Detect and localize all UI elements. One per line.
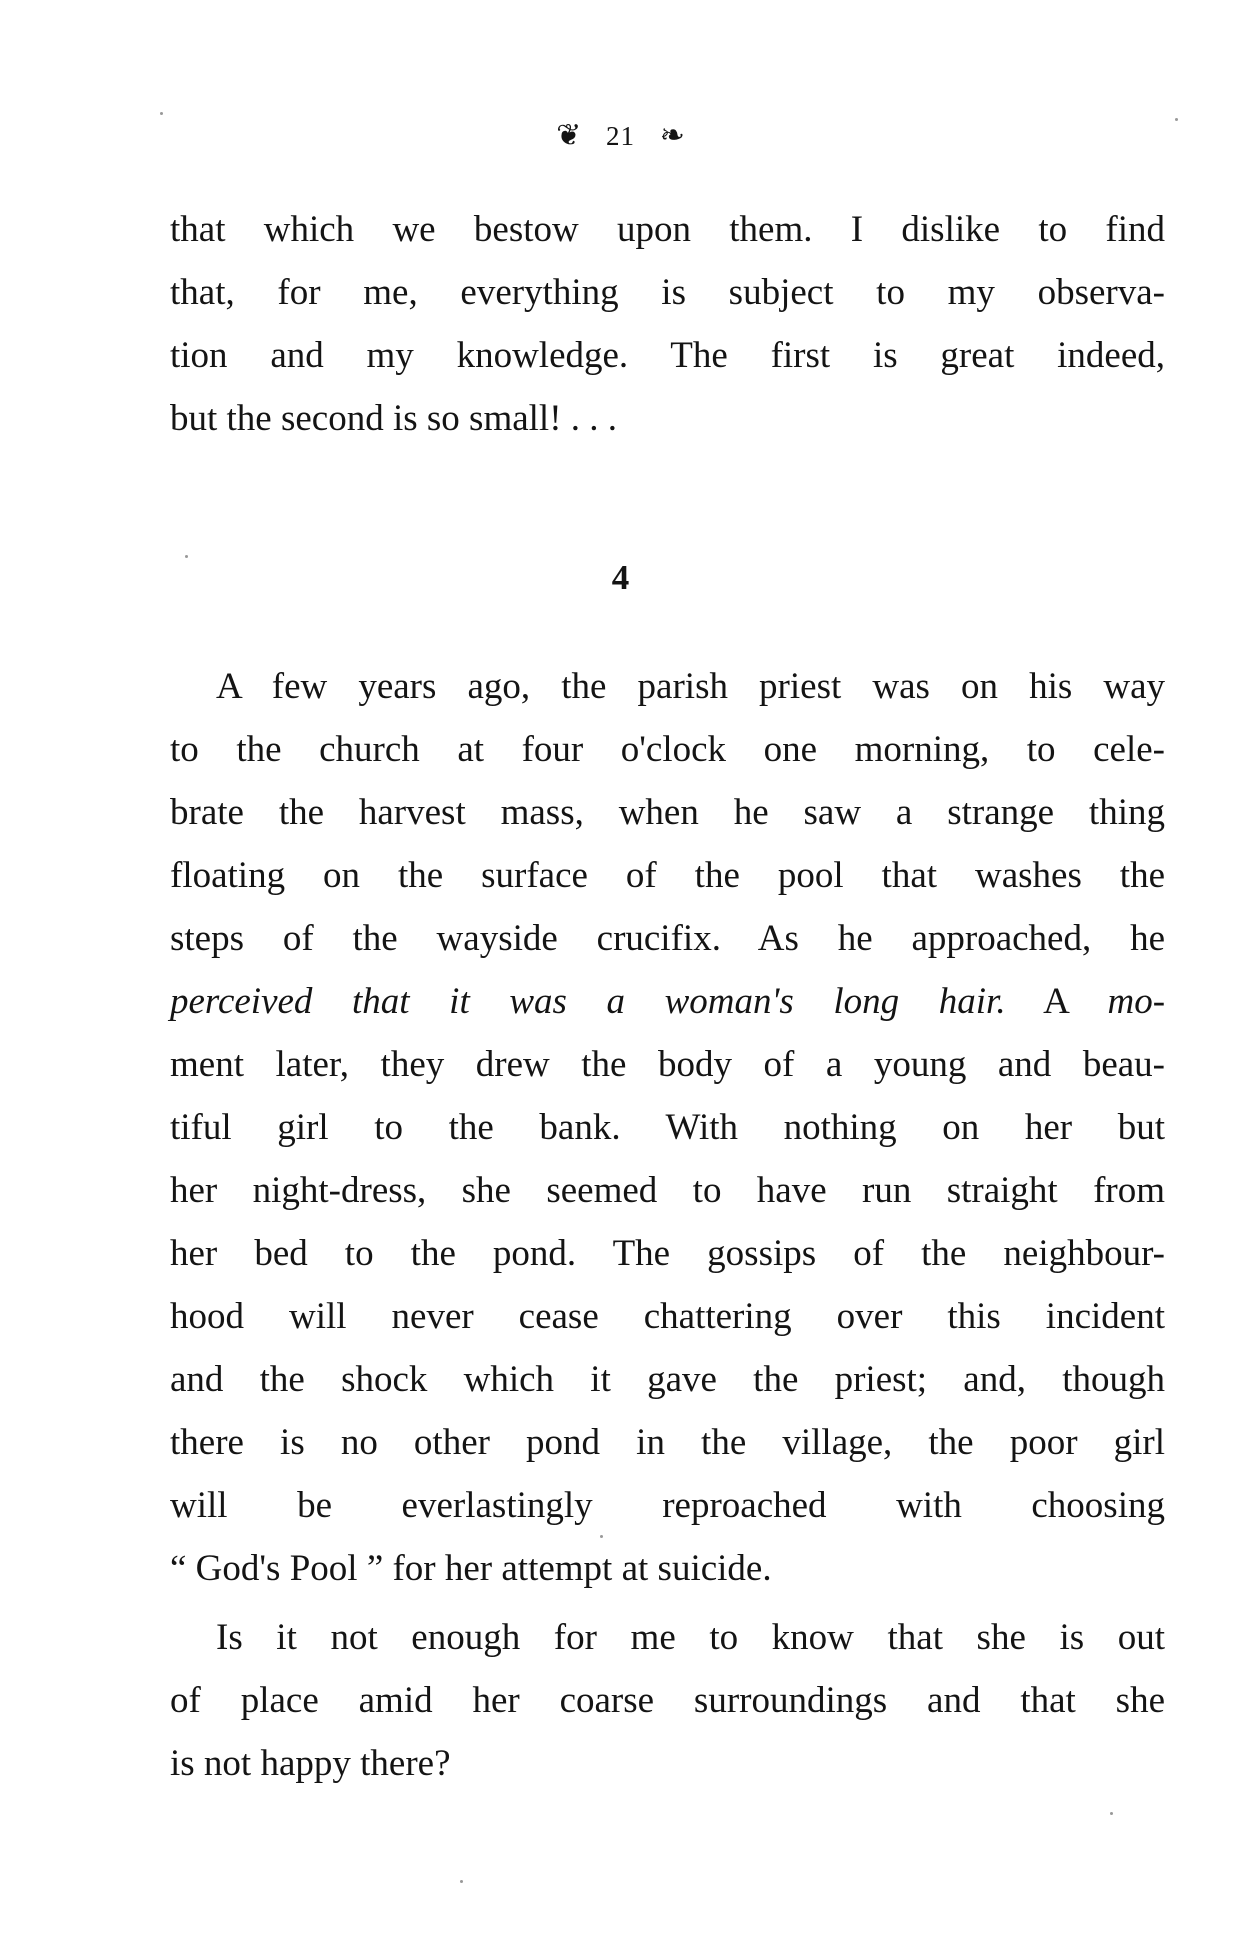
text-fragment: A xyxy=(1043,981,1068,1022)
continuation-paragraph xyxy=(170,198,1165,450)
text-line: there is no other pond in the village, the poor girl xyxy=(170,1422,1165,1463)
text-line xyxy=(170,655,1165,718)
paragraph xyxy=(170,1606,1165,1795)
paper-speck xyxy=(1110,1812,1113,1815)
page-number: 21 xyxy=(606,120,635,151)
page-header xyxy=(0,116,1241,153)
section-body xyxy=(170,655,1165,1795)
text-line xyxy=(170,1606,1165,1669)
text-line: brate the harvest mass, when he saw a strange thing xyxy=(170,792,1165,833)
text-line: floating on the surface of the pool that washes the xyxy=(170,855,1165,896)
paper-speck xyxy=(460,1880,463,1883)
text-line-content: A few years ago, the parish priest was on his way xyxy=(216,666,1165,707)
paper-speck xyxy=(185,555,188,558)
italic-fragment: mo- xyxy=(1107,981,1166,1022)
paper-speck xyxy=(1175,118,1178,121)
text-line: that which we bestow upon them. I dislike to find xyxy=(170,209,1165,250)
paper-speck xyxy=(160,112,163,115)
text-line: and the shock which it gave the priest; and, though xyxy=(170,1359,1165,1400)
text-line: her night-dress, she seemed to have run straight from xyxy=(170,1170,1165,1211)
text-line: ment later, they drew the body of a young and beau- xyxy=(170,1044,1165,1085)
text-line: will be everlastingly reproached with choosing xyxy=(170,1485,1165,1526)
text-line: hood will never cease chattering over this incident xyxy=(170,1296,1165,1337)
text-line: her bed to the pond. The gossips of the neighbour- xyxy=(170,1233,1165,1274)
right-fleuron-icon: ❧ xyxy=(659,118,685,152)
text-line: tiful girl to the bank. With nothing on her but xyxy=(170,1107,1165,1148)
text-line-content: Is it not enough for me to know that she is out xyxy=(216,1617,1165,1658)
text-line: but the second is so small! . . . xyxy=(170,398,618,439)
text-line: tion and my knowledge. The first is great indeed, xyxy=(170,335,1165,376)
paragraph xyxy=(170,655,1165,1600)
section-number: 4 xyxy=(611,558,630,597)
paper-speck xyxy=(600,1535,603,1538)
text-line: steps of the wayside crucifix. As he approached, he xyxy=(170,918,1165,959)
left-fleuron-icon: ❦ xyxy=(556,118,582,152)
text-line-italic xyxy=(170,970,1165,1033)
text-line: is not happy there? xyxy=(170,1743,451,1784)
text-line: “ God's Pool ” for her attempt at suicide. xyxy=(170,1548,772,1589)
text-line: that, for me, everything is subject to my observa- xyxy=(170,272,1165,313)
text-line: to the church at four o'clock one morning, to cele- xyxy=(170,729,1165,770)
italic-phrase: perceived that it was a woman's long hair. xyxy=(170,981,1006,1022)
text-line: of place amid her coarse surroundings and that she xyxy=(170,1680,1165,1721)
